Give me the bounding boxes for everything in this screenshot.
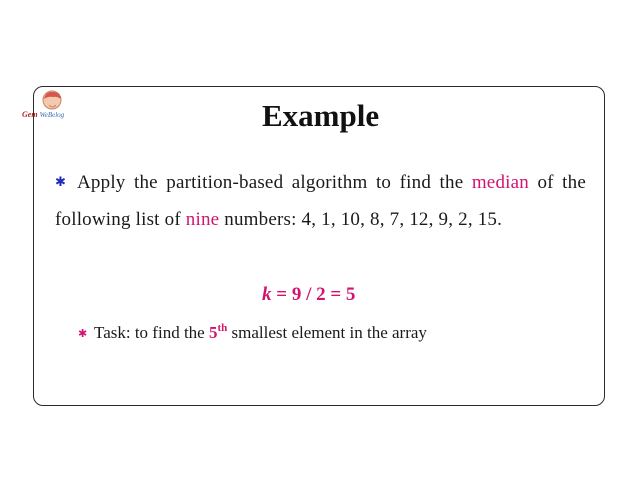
logo-brand: Gem: [22, 110, 38, 119]
logo-text: [22, 110, 86, 119]
logo: [22, 90, 86, 126]
highlight-median: median: [471, 172, 529, 193]
bullet-text-part2: of the following list of: [55, 172, 586, 230]
formula: [262, 284, 355, 306]
star-sub-bullet-icon: ✱: [78, 328, 88, 340]
formula-expression: = 9 / 2 = 5: [271, 284, 356, 305]
task-ordinal-suffix: th: [217, 322, 228, 334]
main-bullet: [55, 164, 586, 238]
formula-variable: k: [262, 284, 272, 305]
star-bullet-icon: ✱: [55, 174, 67, 189]
task-ordinal-number: 5: [208, 323, 218, 342]
bullet-text-part1: Apply the partition-based algorithm to find the: [77, 172, 472, 193]
task-bullet: [78, 322, 427, 343]
slide-frame: [33, 86, 605, 406]
bullet-text-part3: numbers: 4, 1, 10, 8, 7, 12, 9, 2, 15.: [219, 208, 503, 230]
slide-title: Example: [262, 98, 380, 133]
logo-subtitle: WeBelog: [39, 111, 65, 119]
highlight-nine: nine: [185, 208, 220, 230]
task-suffix: smallest element in the array: [227, 323, 427, 342]
task-prefix: Task: to find the: [94, 323, 209, 342]
